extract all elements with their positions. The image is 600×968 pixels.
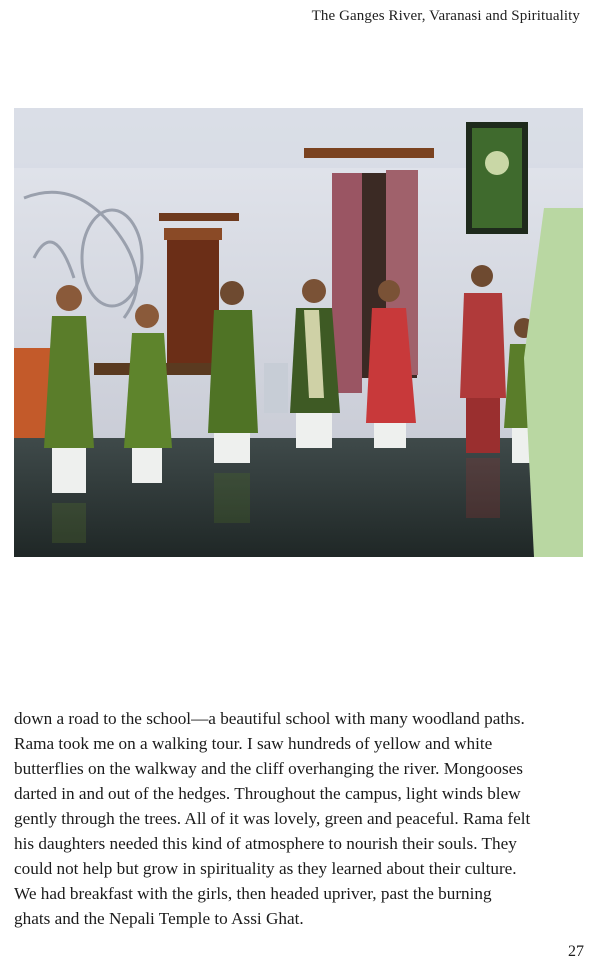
- photo-illustration: [14, 108, 583, 557]
- text-line: ghats and the Nepali Temple to Assi Ghat.: [14, 909, 304, 928]
- text-line: could not help but grow in spirituality as they learned about their culture.: [14, 859, 517, 878]
- photo-dancing-class: [14, 108, 583, 557]
- body-paragraph: [14, 706, 584, 931]
- text-line: his daughters needed this kind of atmosphere to nourish their souls. They: [14, 834, 517, 853]
- text-line: We had breakfast with the girls, then headed upriver, past the burning: [14, 884, 492, 903]
- text-line: Rama took me on a walking tour. I saw hundreds of yellow and white: [14, 734, 493, 753]
- text-line: butterflies on the walkway and the cliff overhanging the river. Mongooses: [14, 759, 523, 778]
- text-line: darted in and out of the hedges. Throughout the campus, light winds blew: [14, 784, 521, 803]
- page-number: 27: [568, 943, 584, 960]
- running-header: The Ganges River, Varanasi and Spirituality: [311, 8, 580, 24]
- text-line: gently through the trees. All of it was lovely, green and peaceful. Rama felt: [14, 809, 531, 828]
- text-line: down a road to the school—a beautiful school with many woodland paths.: [14, 709, 525, 728]
